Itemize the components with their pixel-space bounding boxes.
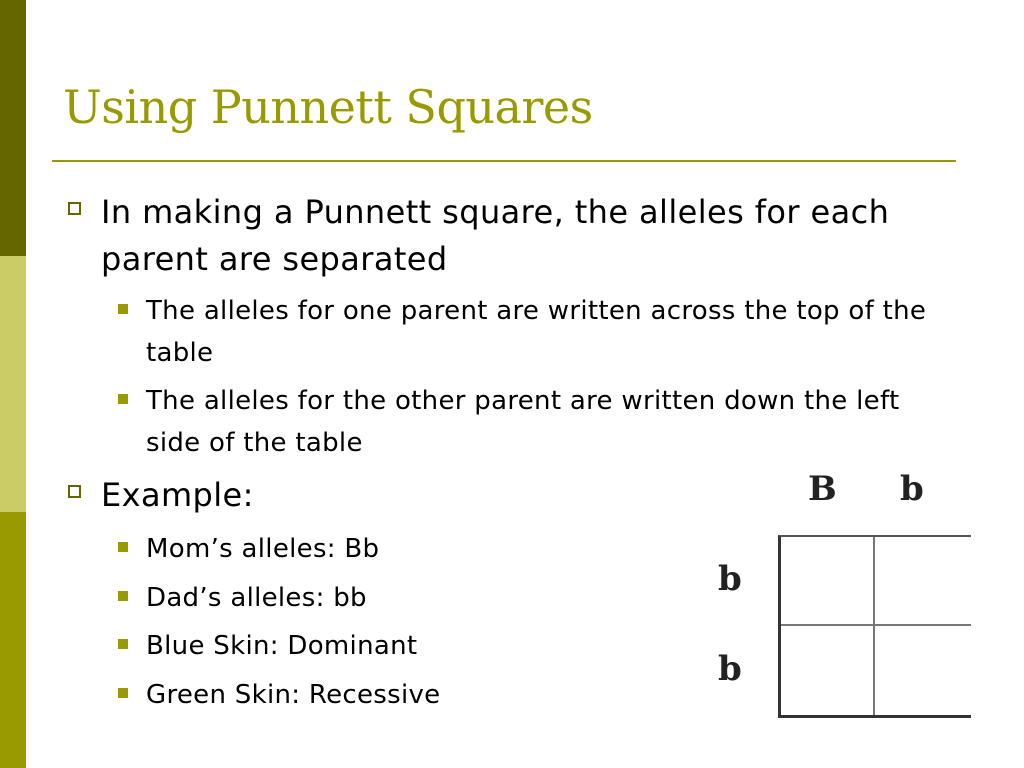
grid-divider <box>873 537 875 715</box>
punnett-column-label: B <box>808 469 837 509</box>
punnett-column-label: b <box>900 469 924 509</box>
grid-divider <box>781 624 971 626</box>
hollow-square-bullet-icon <box>68 202 81 215</box>
bullet-text: In making a Punnett square, the alleles for each parent are separated <box>101 193 890 278</box>
slide-title: Using Punnett Squares <box>63 80 593 134</box>
sub-bullet-text: The alleles for the other parent are written down the left side of the table <box>146 386 900 458</box>
square-bullet-icon <box>118 688 128 698</box>
punnett-row-label: b <box>718 559 742 599</box>
side-bar-bottom <box>0 512 26 768</box>
hollow-square-bullet-icon <box>68 485 81 498</box>
punnett-grid <box>778 535 971 718</box>
side-bar-top <box>0 0 26 256</box>
sub-bullet-text: Green Skin: Recessive <box>146 680 441 710</box>
punnett-square <box>710 455 962 725</box>
sub-bullet-text: The alleles for one parent are written across the top of the table <box>146 296 927 368</box>
sub-bullet-text: Blue Skin: Dominant <box>146 631 418 661</box>
sub-bullet-text: Mom’s alleles: Bb <box>146 534 380 564</box>
square-bullet-icon <box>118 591 128 601</box>
square-bullet-icon <box>118 304 128 314</box>
side-bar-middle <box>0 256 26 512</box>
square-bullet-icon <box>118 394 128 404</box>
punnett-row-label: b <box>718 649 742 689</box>
title-divider <box>52 160 956 162</box>
bullet-text: Example: <box>101 476 254 514</box>
sub-bullet-text: Dad’s alleles: bb <box>146 583 367 613</box>
square-bullet-icon <box>118 542 128 552</box>
square-bullet-icon <box>118 639 128 649</box>
